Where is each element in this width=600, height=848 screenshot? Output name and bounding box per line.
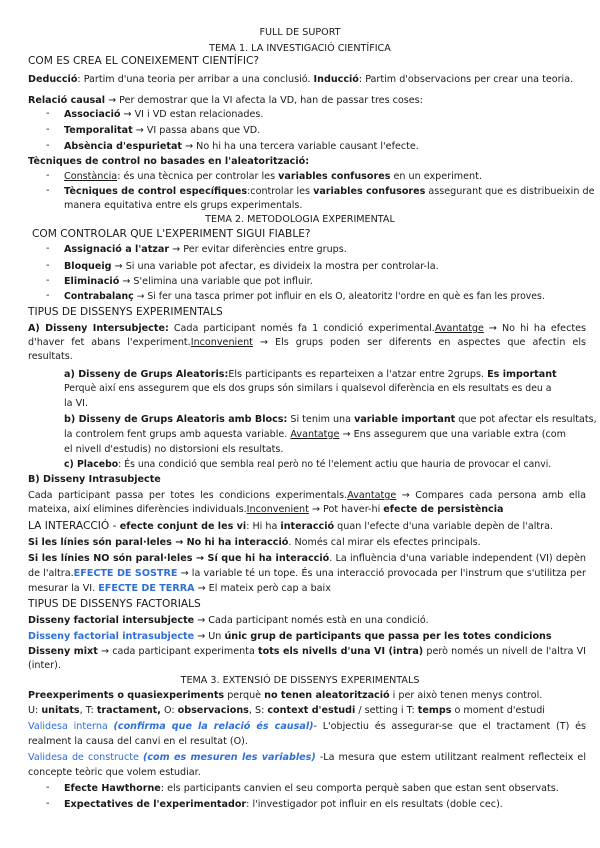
grups-blocs-line-2: la controlem fent grups amb aquesta variable. Avantatge → Ens assegurem que una variable extra (com xyxy=(64,429,566,440)
efecte-terra-line: mesurar la VI. EFECTE DE TERRA → El mateix però cap a baix xyxy=(28,583,331,594)
factorial-intrasubjecte-line: Disseny factorial intrasubjecte → Un únic grup de participants que passa per les totes condicions xyxy=(28,631,552,642)
validesa-constructe-line: Validesa de constructe (com es mesuren les variables) -La mesura que estem utilitzant realment reflecteix el xyxy=(28,752,586,763)
intrasubjecte-line-2: mateixa, així elimines diferències individuals.Inconvenient → Pot haver-hi efecte de persistència xyxy=(28,504,504,515)
validesa-interna-line-2: realment la causa del canvi en el resultat (O). xyxy=(28,736,248,747)
assignacio-item: Assignació a l'atzar → Per evitar diferències entre grups. xyxy=(64,244,347,255)
bullet: - xyxy=(46,275,50,286)
linies-no-paraleles-line: Si les línies NO són paral·leles → Sí que hi ha interacció. La influència d'una variable independent (VI) depèn xyxy=(28,553,586,564)
intrasubjecte-line: Cada participant passa per totes les condicions experimentals.Avantatge → Compares cada persona amb ella xyxy=(28,490,586,501)
tipus-dissenys-heading: TIPUS DE DISSENYS EXPERIMENTALS xyxy=(28,306,223,318)
factorial-intersubjecte-line: Disseny factorial intersubjecte → Cada participant només està en una condició. xyxy=(28,615,429,626)
disseny-mixt-line-2: (inter). xyxy=(28,660,61,671)
bullet: - xyxy=(46,185,50,196)
deduccio-line: Deducció: Partim d'una teoria per arribar a una conclusió. Inducció: Partim d'observacions per crear una teoria. xyxy=(28,74,574,85)
bullet: - xyxy=(46,140,50,151)
linies-paraleles-line: Si les línies són paral·leles → No hi ha interacció. Només cal mirar els efectes principals. xyxy=(28,537,481,548)
tecniques-control-heading: Tècniques de control no basades en l'aleatorització: xyxy=(28,156,310,167)
grups-aleatoris-line-3: la VI. xyxy=(64,398,89,409)
bullet: - xyxy=(46,260,50,271)
relacio-causal-line: Relació causal → Per demostrar que la VI afecta la VD, han de passar tres coses: xyxy=(28,95,423,106)
interaccio-line: LA INTERACCIÓ - efecte conjunt de les vi: Hi ha interacció quan l'efecte d'una variable depèn de l'altra. xyxy=(28,520,554,532)
grups-aleatoris-line: a) Disseny de Grups Aleatoris:Els participants es reparteixen a l'atzar entre 2grups. Es important xyxy=(64,369,557,380)
tema2-subheading: COM CONTROLAR QUE L'EXPERIMENT SIGUI FIABLE? xyxy=(32,228,311,240)
bullet: - xyxy=(46,798,50,809)
bullet: - xyxy=(46,782,50,793)
hawthorne-item: Efecte Hawthorne: els participants canvien el seu comporta perquè saben que estan sent observats. xyxy=(64,783,559,794)
bullet: - xyxy=(46,290,50,301)
intersubjecte-line-3: resultats. xyxy=(28,351,73,362)
eliminacio-item: Eliminació → S'elimina una variable que pot influir. xyxy=(64,276,313,287)
doc-title: FULL DE SUPORT xyxy=(259,27,341,38)
tecniques-especifiques-cont: manera equitativa entre els grups experimentals. xyxy=(64,200,303,211)
espurietat-item: Absència d'espurietat → No hi ha una tercera variable causant l'efecte. xyxy=(64,141,419,152)
dissenys-factorials-heading: TIPUS DE DISSENYS FACTORIALS xyxy=(28,598,201,610)
expectatives-item: Expectatives de l'experimentador: l'investigador pot influir en els resultats (doble cec). xyxy=(64,799,503,810)
intersubjecte-line: A) Disseny Intersubjecte: Cada participant només fa 1 condició experimental.Avantatge → No hi ha efectes xyxy=(28,323,586,334)
efecte-sostre-line: de l'altra.EFECTE DE SOSTRE → la variable té un tope. És una interacció provocada per l'instrum que s'utilitza per xyxy=(28,568,586,579)
grups-blocs-line: b) Disseny de Grups Aleatoris amb Blocs: Si tenim una variable important que pot afectar els resultats, xyxy=(64,414,597,425)
constancia-item: Constància: és una tècnica per controlar les variables confusores en un experiment. xyxy=(64,171,482,182)
validesa-interna-line: Validesa interna (confirma que la relació és causal)- L'objectiu és assegurar-se que el tractament (T) és xyxy=(28,721,586,732)
bullet: - xyxy=(46,170,50,181)
preexperiments-line: Preexperiments o quasiexperiments perquè no tenen aleatorització i per això tenen menys control. xyxy=(28,690,543,701)
bullet: - xyxy=(46,108,50,119)
disseny-mixt-line: Disseny mixt → cada participant experimenta tots els nivells d'una VI (intra) però només un nivell de l'altra VI xyxy=(28,646,586,657)
bullet: - xyxy=(46,124,50,135)
utos-line: U: unitats, T: tractament, O: observacions, S: context d'estudi / setting i T: temps o moment d'estudi xyxy=(28,705,545,716)
intersubjecte-line-2: d'haver fet abans l'experiment.Inconvenient → Els grups poden ser diferents en aspectes que afectin els xyxy=(28,337,586,348)
contrabalanc-item: Contrabalanç → Si fer una tasca primer pot influir en els O, aleatoritz l'ordre en què es fan les proves. xyxy=(64,291,545,302)
placebo-line: c) Placebo: És una condició que sembla real però no té l'element actiu que hauria de provocar el canvi. xyxy=(64,459,552,470)
tema3-heading: TEMA 3. EXTENSIÓ DE DISSENYS EXPERIMENTALS xyxy=(180,675,420,686)
bloqueig-item: Bloqueig → Si una variable pot afectar, es divideix la mostra per controlar-la. xyxy=(64,261,439,272)
tema1-heading: TEMA 1. LA INVESTIGACIÓ CIENTÍFICA xyxy=(209,43,391,54)
associacio-item: Associació → VI i VD estan relacionades. xyxy=(64,109,264,120)
tecniques-especifiques-item: Tècniques de control específiques:controlar les variables confusores assegurant que es distribueixin de xyxy=(64,186,595,197)
validesa-constructe-line-2: concepte teòric que volem estudiar. xyxy=(28,767,201,778)
temporalitat-item: Temporalitat → VI passa abans que VD. xyxy=(64,125,261,136)
grups-aleatoris-line-2: Perquè així ens assegurem que els dos grups són similars i qualsevol diferència en els resultats es deu a xyxy=(64,383,552,394)
grups-blocs-line-3: el nivell d'estudis) no distorsioni els resultats. xyxy=(64,444,284,455)
intrasubjecte-heading: B) Disseny Intrasubjecte xyxy=(28,474,161,485)
tema1-subheading: COM ES CREA EL CONEIXEMENT CIENTÍFIC? xyxy=(28,55,260,67)
bullet: - xyxy=(46,243,50,254)
tema2-heading: TEMA 2. METODOLOGIA EXPERIMENTAL xyxy=(205,214,395,225)
